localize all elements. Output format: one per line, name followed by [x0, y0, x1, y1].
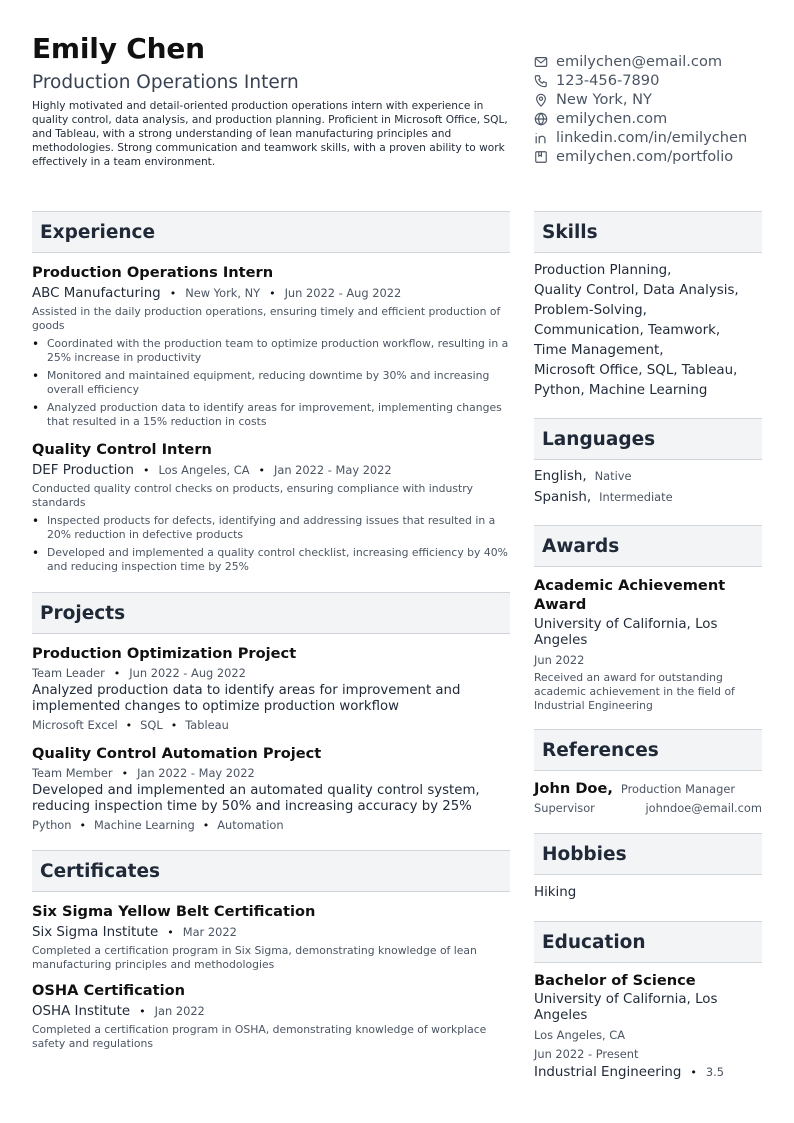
skills-line: Communication, Teamwork, [534, 323, 721, 338]
reference-position: Production Manager [620, 782, 736, 796]
awards-heading: Awards [534, 525, 762, 567]
entry-title: Production Operations Intern [32, 264, 274, 281]
reference-email[interactable]: johndoe@email.com [645, 801, 762, 815]
phone-icon [534, 74, 548, 88]
references-heading: References [534, 729, 762, 771]
separator-dot: • [113, 667, 121, 680]
award-date: Jun 2022 [534, 653, 585, 667]
language-name: English, [534, 469, 587, 484]
hobbies-heading: Hobbies [534, 833, 762, 875]
skills-line: Problem-Solving, [534, 303, 647, 318]
project-description: Developed and implemented an automated quality control system, reducing inspection time by 50% and increasing accuracy by 25% [32, 783, 480, 814]
language-level: Native [594, 469, 632, 483]
separator-dot: • [79, 819, 86, 832]
school-name: University of California, Los Angeles [534, 992, 718, 1023]
entry-location: New York, NY [185, 286, 261, 300]
tag: Automation [217, 818, 284, 832]
separator-dot: • [202, 819, 210, 832]
separator-dot: • [258, 464, 265, 477]
award-issuer: University of California, Los Angeles [534, 617, 718, 648]
entry-dates: Jun 2022 - Aug 2022 [284, 286, 402, 300]
skills-line: Quality Control, Data Analysis, [534, 283, 739, 298]
education-heading: Education [534, 921, 762, 963]
contact-email[interactable] [534, 52, 784, 71]
language-name: Spanish, [534, 490, 592, 505]
certificate-issuer: OSHA Institute [32, 1004, 131, 1019]
contact-location [534, 90, 784, 109]
project-title: Quality Control Automation Project [32, 745, 322, 762]
languages-heading: Languages [534, 418, 762, 460]
reference-entry [534, 780, 762, 815]
gpa: 3.5 [705, 1065, 725, 1079]
project-title: Production Optimization Project [32, 645, 297, 662]
contact-text: linkedin.com/in/emilychen [556, 129, 748, 146]
entry-summary: Conducted quality control checks on products, ensuring compliance with industry standards [32, 482, 474, 509]
experience-entry [32, 264, 510, 429]
profile-summary: Highly motivated and detail-oriented production operations intern with experience in quality control, data analysis, and production planning. Proficient in Microsoft Office, SQL, and Tableau, with a strong understanding of lean manufacturing principles and methodologies. Strong communication and teamwork skills, with a proven ability to work effectively in a team environment. [32, 100, 508, 168]
tag: Tableau [185, 718, 229, 732]
contact-text: emilychen@email.com [556, 53, 723, 70]
project-entry [32, 645, 510, 732]
project-tags [32, 718, 510, 732]
entry-location: Los Angeles, CA [158, 463, 250, 477]
skills-line: Time Management, [534, 343, 664, 358]
separator-dot: • [269, 287, 276, 300]
separator-dot: • [121, 767, 129, 780]
tag: Machine Learning [93, 818, 195, 832]
location-icon [534, 93, 548, 107]
main-column [32, 211, 510, 1051]
degree: Bachelor of Science [534, 972, 696, 989]
entry-title: Quality Control Intern [32, 441, 212, 458]
school-location: Los Angeles, CA [534, 1028, 626, 1042]
experience-entry [32, 441, 510, 574]
award-entry [534, 576, 762, 713]
project-description: Analyzed production data to identify areas for improvement and implemented changes to optimize production workflow [32, 683, 461, 714]
bullet-item: • Monitored and maintained equipment, reducing downtime by 30% and increasing overall efficiency [32, 369, 510, 397]
certificate-title: OSHA Certification [32, 982, 185, 999]
certificate-title: Six Sigma Yellow Belt Certification [32, 903, 316, 920]
linkedin-icon [534, 131, 548, 145]
skills-list [534, 261, 762, 401]
hobby-item: Hiking [534, 885, 577, 900]
language-item [534, 487, 762, 508]
certificate-date: Jan 2022 [154, 1004, 205, 1018]
bullet-item: • Developed and implemented a quality control checklist, increasing efficiency by 40% and reducing inspection time by 25% [32, 546, 510, 574]
separator-dot: • [139, 1005, 146, 1018]
experience-heading: Experience [32, 211, 510, 253]
field-of-study: Industrial Engineering [534, 1065, 682, 1080]
contact-text: emilychen.com [556, 110, 668, 127]
language-level: Intermediate [599, 490, 673, 504]
award-description: Received an award for outstanding academic achievement in the field of Industrial Engineering [534, 671, 735, 712]
projects-heading: Projects [32, 592, 510, 634]
project-role: Team Leader [32, 666, 105, 680]
education-entry [534, 972, 762, 1080]
job-title: Production Operations Intern [32, 72, 299, 93]
language-item [534, 466, 762, 487]
entry-summary: Assisted in the daily production operations, ensuring timely and efficient production of goods [32, 305, 501, 332]
certificate-entry [32, 903, 510, 972]
skills-line: Production Planning, [534, 263, 672, 278]
certificate-date: Mar 2022 [182, 925, 237, 939]
reference-relation: Supervisor [534, 801, 595, 815]
certificate-issuer: Six Sigma Institute [32, 925, 159, 940]
entry-dates: Jan 2022 - May 2022 [274, 463, 392, 477]
bullet-list [32, 514, 510, 574]
bullet-item: • Coordinated with the production team to optimize production workflow, resulting in a 25% increase in productivity [32, 337, 510, 365]
certificate-description: Completed a certification program in Six Sigma, demonstrating knowledge of lean manufacturing principles and methodologies [32, 944, 477, 971]
portfolio-icon [534, 150, 548, 164]
tag: SQL [140, 718, 163, 732]
contact-text: emilychen.com/portfolio [556, 148, 734, 165]
globe-icon [534, 112, 548, 126]
skills-line: Python, Machine Learning [534, 383, 708, 398]
skills-line: Microsoft Office, SQL, Tableau, [534, 363, 738, 378]
tag: Microsoft Excel [32, 718, 118, 732]
certificates-heading: Certificates [32, 850, 510, 892]
project-dates: Jan 2022 - May 2022 [137, 766, 255, 780]
languages-list [534, 466, 762, 508]
bullet-list [32, 337, 510, 429]
skills-heading: Skills [534, 211, 762, 253]
separator-dot: • [169, 287, 177, 300]
bullet-item: • Analyzed production data to identify areas for improvement, implementing changes that resulted in a 15% reduction in costs [32, 401, 510, 429]
separator-dot: • [690, 1066, 697, 1079]
company-name: ABC Manufacturing [32, 286, 161, 301]
certificate-description: Completed a certification program in OSHA, demonstrating knowledge of workplace safety and regulations [32, 1023, 487, 1050]
separator-dot: • [167, 926, 174, 939]
certificate-entry [32, 982, 510, 1051]
tag: Python [32, 818, 72, 832]
sidebar-column [534, 211, 762, 1080]
contact-text: 123-456-7890 [556, 72, 660, 89]
separator-dot: • [170, 719, 178, 732]
reference-name: John Doe, [534, 780, 613, 797]
project-entry [32, 745, 510, 832]
company-name: DEF Production [32, 463, 134, 478]
award-title: Academic Achievement Award [534, 577, 726, 613]
contact-text: New York, NY [556, 91, 652, 108]
contact-phone[interactable] [534, 71, 784, 90]
education-dates: Jun 2022 - Present [534, 1047, 639, 1061]
project-dates: Jun 2022 - Aug 2022 [129, 666, 246, 680]
email-icon [534, 55, 548, 69]
separator-dot: • [142, 464, 150, 477]
candidate-name: Emily Chen [32, 32, 205, 65]
separator-dot: • [125, 719, 133, 732]
contact-website[interactable] [534, 109, 784, 128]
contact-linkedin[interactable] [534, 128, 784, 147]
project-role: Team Member [32, 766, 113, 780]
project-tags [32, 818, 510, 832]
bullet-item: • Inspected products for defects, identifying and addressing issues that resulted in a 20% reduction in defective products [32, 514, 510, 542]
contact-info [534, 52, 784, 166]
contact-portfolio[interactable] [534, 147, 784, 166]
